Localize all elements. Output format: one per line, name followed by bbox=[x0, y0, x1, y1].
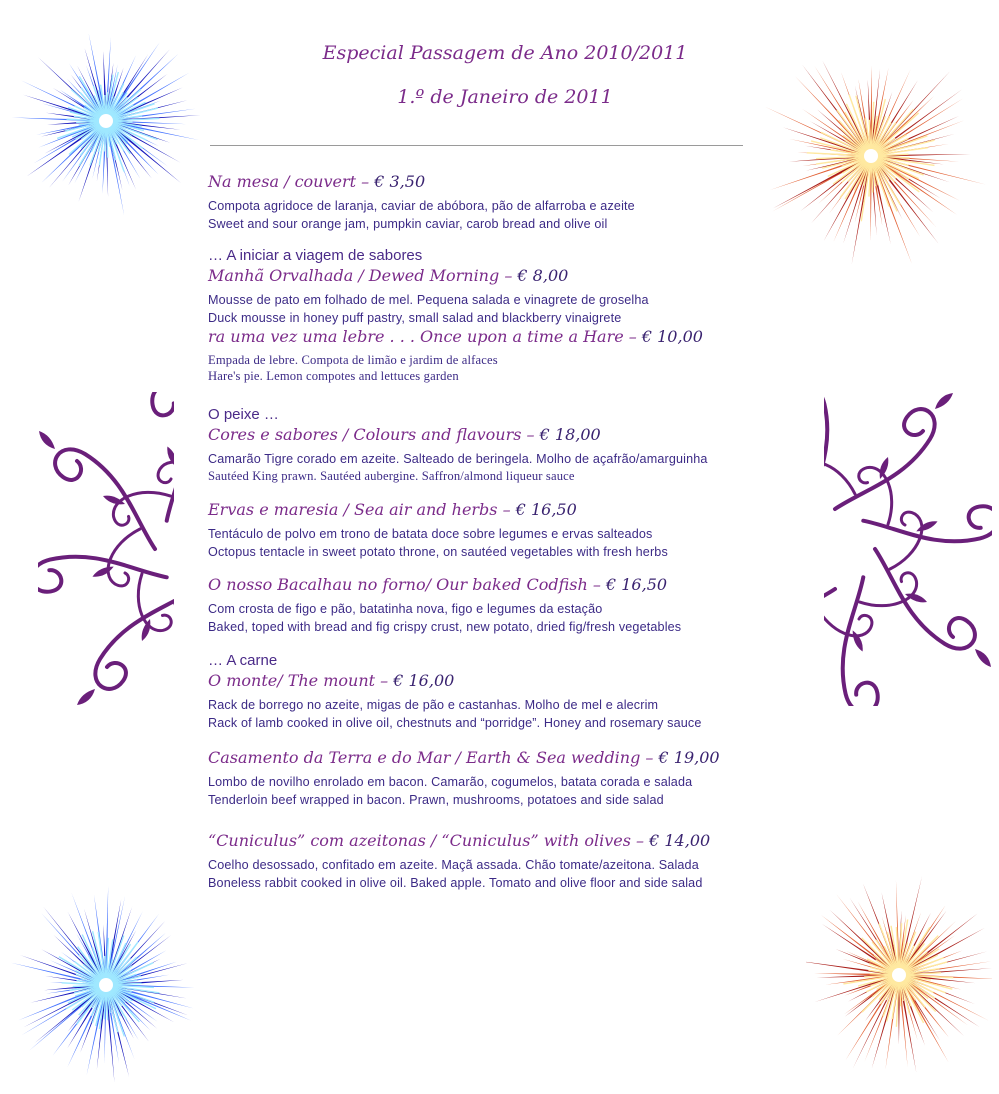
dish-price: € 16,50 bbox=[605, 575, 668, 594]
section-heading-starters: … A iniciar a viagem de sabores bbox=[208, 247, 423, 264]
dish-price: € 3,50 bbox=[374, 172, 426, 191]
swirl-ornament-icon bbox=[824, 392, 992, 706]
dish-title bbox=[208, 748, 828, 767]
menu-item bbox=[208, 327, 828, 384]
dish-title bbox=[208, 327, 828, 346]
menu-item bbox=[208, 831, 828, 892]
page-title: Especial Passagem de Ano 2010/2011 bbox=[322, 42, 688, 64]
swirl-ornament-icon bbox=[38, 392, 174, 706]
dish-title bbox=[208, 831, 828, 850]
menu-item bbox=[208, 575, 828, 636]
dish-description-pt: Rack de borrego no azeite, migas de pão e castanhas. Molho de mel e alecrim bbox=[208, 698, 659, 712]
dish-description-pt: Camarão Tigre corado em azeite. Salteado de beringela. Molho de açafrão/amarguinha bbox=[208, 452, 708, 466]
dish-price: € 18,00 bbox=[539, 425, 601, 444]
dish-price: € 16,00 bbox=[393, 671, 455, 690]
firework-red-icon bbox=[806, 858, 992, 1092]
dish-description-en: Boneless rabbit cooked in olive oil. Baked apple. Tomato and olive floor and side salad bbox=[208, 876, 703, 890]
menu-item-couvert bbox=[208, 172, 828, 233]
dish-description-pt: Tentáculo de polvo em trono de batata doce sobre legumes e ervas salteados bbox=[208, 527, 653, 541]
dish-name: “Cuniculus” com azeitonas / “Cuniculus” with olives – bbox=[208, 831, 650, 850]
dish-description-en: Rack of lamb cooked in olive oil, chestnuts and “porridge”. Honey and rosemary sauce bbox=[208, 716, 702, 730]
dish-description-en: Duck mousse in honey puff pastry, small salad and blackberry vinaigrete bbox=[208, 311, 622, 325]
dish-title bbox=[208, 425, 828, 444]
dish-title bbox=[208, 500, 828, 519]
page-subtitle: 1.º de Janeiro de 2011 bbox=[397, 86, 613, 108]
dish-description-pt: Compota agridoce de laranja, caviar de abóbora, pão de alfarroba e azeite bbox=[208, 199, 635, 213]
dish-description-pt: Coelho desossado, confitado em azeite. Maçã assada. Chão tomate/azeitona. Salada bbox=[208, 858, 699, 872]
menu-item bbox=[208, 425, 828, 484]
dish-price: € 19,00 bbox=[658, 748, 720, 767]
dish-price: € 16,50 bbox=[515, 500, 577, 519]
menu-item bbox=[208, 500, 828, 561]
menu-item bbox=[208, 748, 828, 809]
dish-description-pt: Com crosta de figo e pão, batatinha nova, figo e legumes da estação bbox=[208, 602, 603, 616]
section-heading-meat: … A carne bbox=[208, 652, 278, 669]
dish-name: O monte/ The mount – bbox=[208, 671, 394, 690]
dish-name: Manhã Orvalhada / Dewed Morning – bbox=[208, 266, 518, 285]
dish-name: Na mesa / couvert – bbox=[208, 172, 375, 191]
dish-name: Cores e sabores / Colours and flavours – bbox=[208, 425, 540, 444]
dish-price: € 8,00 bbox=[517, 266, 569, 285]
dish-title bbox=[208, 575, 828, 594]
divider bbox=[210, 145, 743, 146]
section-heading-fish: O peixe … bbox=[208, 406, 279, 423]
dish-description-pt: Empada de lebre. Compota de limão e jardim de alfaces bbox=[208, 353, 498, 367]
dish-name: ra uma vez uma lebre . . . Once upon a time a Hare – bbox=[208, 327, 642, 346]
menu-item bbox=[208, 266, 828, 327]
firework-blue-icon bbox=[0, 880, 212, 1090]
dish-description-en: Sweet and sour orange jam, pumpkin caviar, carob bread and olive oil bbox=[208, 217, 608, 231]
dish-name: Ervas e maresia / Sea air and herbs – bbox=[208, 500, 516, 519]
menu-item bbox=[208, 671, 828, 732]
dish-name: O nosso Bacalhau no forno/ Our baked Codfish – bbox=[208, 575, 606, 594]
dish-description-en: Sautéed King prawn. Sautéed aubergine. Saffron/almond liqueur sauce bbox=[208, 469, 575, 483]
dish-title bbox=[208, 172, 828, 191]
dish-title bbox=[208, 266, 828, 285]
dish-description-en: Baked, toped with bread and fig crispy crust, new potato, dried fig/fresh vegetables bbox=[208, 620, 682, 634]
dish-price: € 10,00 bbox=[641, 327, 703, 346]
dish-description-en: Tenderloin beef wrapped in bacon. Prawn, mushrooms, potatoes and side salad bbox=[208, 793, 664, 807]
dish-description-en: Hare's pie. Lemon compotes and lettuces garden bbox=[208, 369, 459, 383]
menu-list bbox=[208, 172, 828, 892]
dish-description-pt: Mousse de pato em folhado de mel. Pequena salada e vinagrete de groselha bbox=[208, 293, 649, 307]
dish-description-pt: Lombo de novilho enrolado em bacon. Camarão, cogumelos, batata corada e salada bbox=[208, 775, 693, 789]
dish-name: Casamento da Terra e do Mar / Earth & Sea wedding – bbox=[208, 748, 659, 767]
dish-price: € 14,00 bbox=[649, 831, 711, 850]
dish-description-en: Octopus tentacle in sweet potato throne, on sautéed vegetables with fresh herbs bbox=[208, 545, 668, 559]
dish-title bbox=[208, 671, 828, 690]
firework-blue-icon bbox=[0, 18, 212, 224]
